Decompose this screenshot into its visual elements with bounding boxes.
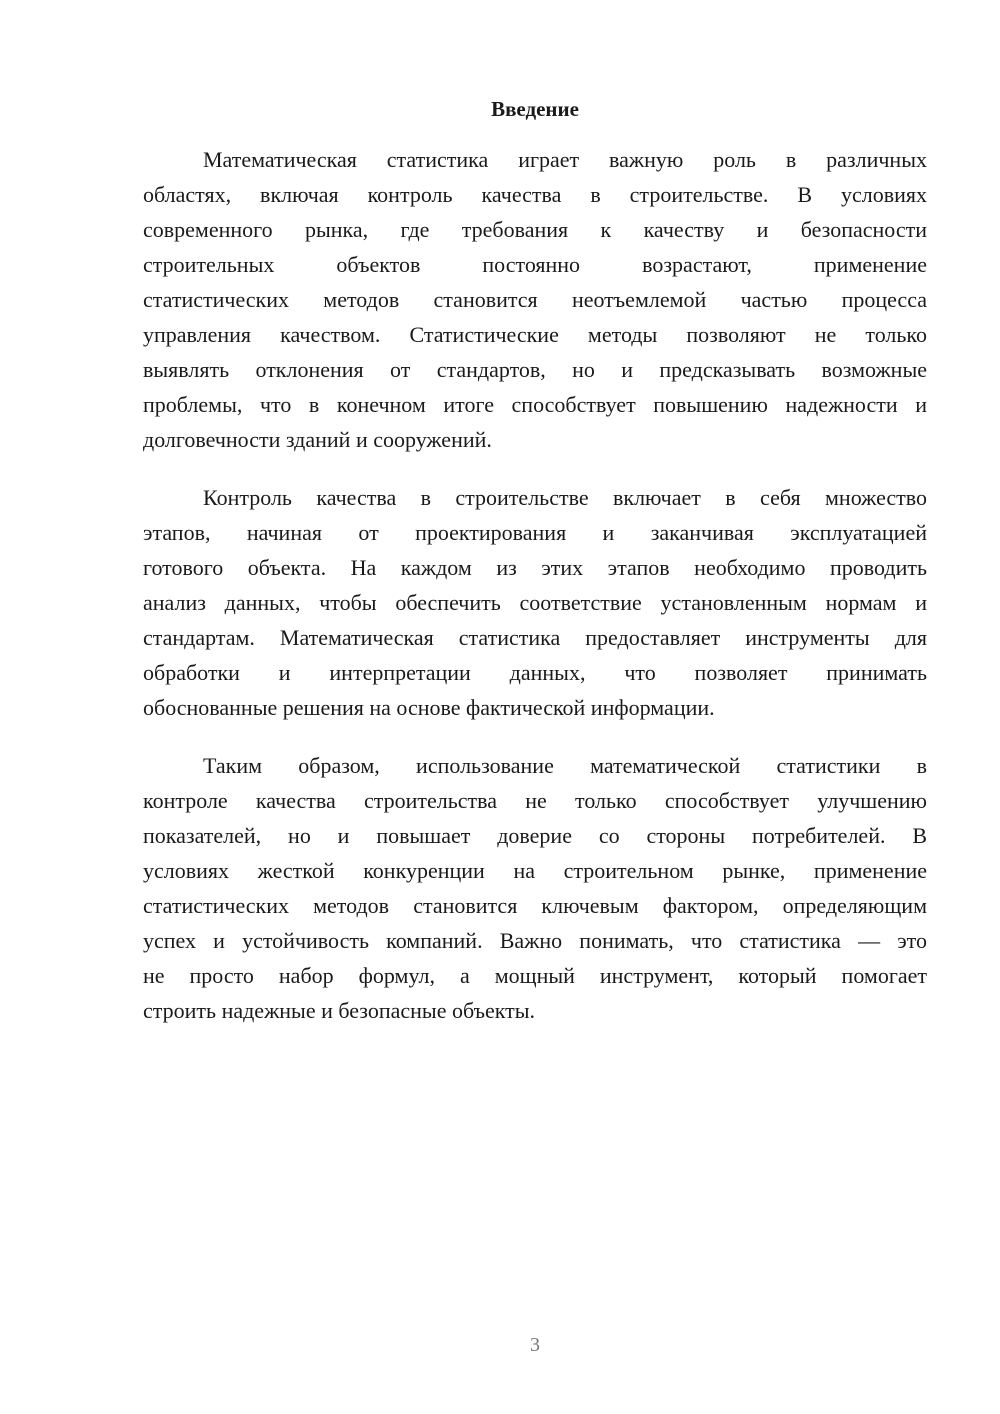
text-line: обоснованные решения на основе фактической информации.	[143, 695, 715, 720]
paragraph-2	[143, 480, 927, 725]
text-line: статистических методов становится неотъемлемой частью процесса	[143, 287, 927, 312]
text-line: Контроль качества в строительстве включает в себя множество	[203, 485, 927, 510]
text-line: строительных объектов постоянно возрастают, применение	[143, 252, 927, 277]
text-line: не просто набор формул, а мощный инструмент, который помогает	[143, 963, 927, 988]
page-number: 3	[530, 1334, 540, 1356]
text-line: стандартам. Математическая статистика предоставляет инструменты для	[143, 625, 927, 650]
paragraph-1	[143, 142, 927, 457]
text-line: современного рынка, где требования к качеству и безопасности	[143, 217, 927, 242]
text-line: областях, включая контроль качества в строительстве. В условиях	[143, 182, 927, 207]
text-line: строить надежные и безопасные объекты.	[143, 998, 536, 1023]
text-line: Таким образом, использование математической статистики в	[203, 753, 927, 778]
text-line: контроле качества строительства не только способствует улучшению	[143, 788, 927, 813]
text-line: управления качеством. Статистические методы позволяют не только	[143, 322, 927, 347]
text-line: анализ данных, чтобы обеспечить соответствие установленным нормам и	[143, 590, 927, 615]
text-line: этапов, начиная от проектирования и заканчивая эксплуатацией	[143, 520, 927, 545]
text-line: показателей, но и повышает доверие со стороны потребителей. В	[143, 823, 927, 848]
text-line: выявлять отклонения от стандартов, но и предсказывать возможные	[143, 357, 927, 382]
page-title: Введение	[491, 97, 579, 121]
text-line: условиях жесткой конкуренции на строительном рынке, применение	[143, 858, 927, 883]
text-line: успех и устойчивость компаний. Важно понимать, что статистика — это	[143, 928, 927, 953]
text-line: проблемы, что в конечном итоге способствует повышению надежности и	[143, 392, 927, 417]
text-line: Математическая статистика играет важную роль в различных	[203, 147, 927, 172]
paragraph-3	[143, 748, 927, 1028]
text-line: обработки и интерпретации данных, что позволяет принимать	[143, 660, 927, 685]
text-line: долговечности зданий и сооружений.	[143, 427, 492, 452]
text-line: готового объекта. На каждом из этих этапов необходимо проводить	[143, 555, 927, 580]
text-line: статистических методов становится ключевым фактором, определяющим	[143, 893, 927, 918]
